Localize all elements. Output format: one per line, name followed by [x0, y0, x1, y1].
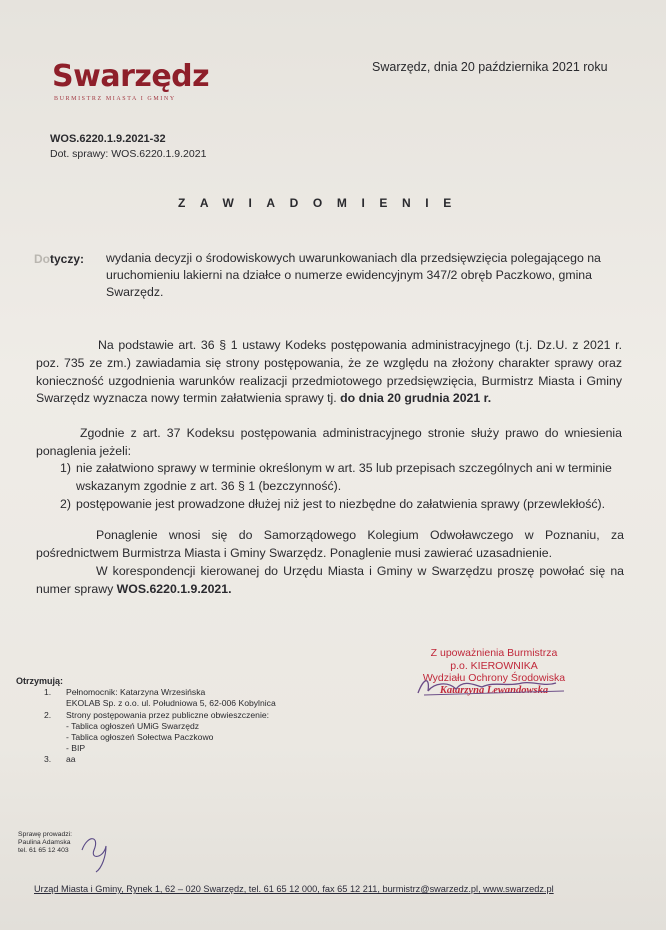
list-item-number: 1): [60, 461, 71, 475]
subject-label-text: tyczy:: [50, 252, 85, 266]
recipient-line: Strony postępowania przez publiczne obwieszczenie:: [66, 709, 270, 720]
recipient-item: [16, 687, 276, 709]
paragraph-correspondence-text: W korespondencji kierowanej do Urzędu Miasta i Gminy w Swarzędzu proszę powołać się na numer sprawy: [36, 564, 624, 596]
subject-label: [34, 252, 84, 266]
recipients-block: [16, 676, 276, 766]
paragraph-legal-basis: [36, 337, 622, 408]
prepared-by-label: Sprawę prowadzi:: [18, 831, 73, 838]
paragraph-appeal-body-text: Ponaglenie wnosi się do Samorządowego Kolegium Odwoławczego w Poznaniu, za pośrednictwem Burmistrza Miasta i Gminy Swarzędz. Ponaglenie musi zawierać uzasadnienie.: [36, 528, 624, 560]
reference-number: WOS.6220.1.9.2021-32: [50, 133, 166, 145]
list-item: [36, 460, 624, 496]
recipient-line: EKOLAB Sp. z o.o. ul. Południowa 5, 62-006 Kobylnica: [66, 698, 276, 709]
paragraph-legal-basis-text: Na podstawie art. 36 § 1 ustawy Kodeks postępowania administracyjnego (t.j. Dz.U. z 2021 r. poz. 735 ze zm.) zawiadamia się strony postępowania, że ze względu na złożony charakter sprawy oraz konieczność uzgodnienia warunków realizacji przedmiotowego przedsięwzięcia, Burmistrz Miasta i Gminy Swarzędz wyznacza nowy termin załatwienia sprawy tj.: [36, 338, 622, 406]
initials-signature: [76, 828, 112, 874]
list-item-text: nie załatwiono sprawy w terminie określonym w art. 35 lub przepisach szczególnych ani w terminie wskazanym zgodnie z art. 36 § 1 (bezczynność).: [76, 461, 612, 493]
recipient-line: Pełnomocnik: Katarzyna Wrzesińska: [66, 687, 206, 698]
recipients-heading: Otrzymują:: [16, 676, 64, 686]
stamp-line-department: Wydziału Ochrony Środowiska: [422, 672, 566, 684]
prepared-by-phone: tel. 61 65 12 403: [18, 847, 69, 855]
subject-text: wydania decyzji o środowiskowych uwarunkowaniach dla przedsięwzięcia polegającego na uruchomieniu lakierni na działce o numerze ewidencyjnym 347/2 obręb Paczkowo, gmina Swarzędz.: [106, 251, 601, 299]
letter-date: Swarzędz, dnia 20 października 2021 roku: [372, 60, 608, 74]
recipient-line: aa: [66, 754, 76, 765]
recipient-line: - BIP: [66, 743, 86, 754]
paragraph-reminder-right: [36, 425, 622, 461]
stamp-signatory-name: Katarzyna Lewandowska: [439, 684, 549, 696]
conditions-list: [36, 460, 624, 513]
recipient-number: 1.: [44, 687, 52, 698]
prepared-by-name: Paulina Adamska: [18, 839, 71, 847]
list-item-text: postępowanie jest prowadzone dłużej niż jest to niezbędne do załatwienia sprawy (przewlekłość).: [76, 496, 606, 511]
stamp-line-position: p.o. KIEROWNIKA: [450, 659, 538, 672]
handwritten-signature: [404, 671, 584, 701]
recipient-number: 2.: [44, 709, 52, 720]
list-item: [36, 496, 624, 514]
subject-label-faded: Do: [34, 252, 50, 266]
recipient-item: [16, 754, 276, 765]
office-footer: Urząd Miasta i Gminy, Rynek 1, 62 – 020 Swarzędz, tel. 61 65 12 000, fax 65 12 211, burmistrz@swarzedz.pl, www.swarzedz.pl: [34, 884, 554, 894]
recipient-line: - Tablica ogłoszeń Sołectwa Paczkowo: [66, 732, 214, 743]
municipal-logo: [52, 59, 210, 102]
document-title: ZAWIADOMIENIE: [178, 196, 466, 210]
new-deadline: do dnia 20 grudnia 2021 r.: [340, 391, 492, 406]
case-number-bold: WOS.6220.1.9.2021.: [116, 581, 232, 596]
paragraph-reminder-right-text: Zgodnie z art. 37 Kodeksu postępowania administracyjnego stronie służy prawo do wniesienia ponaglenia jeżeli:: [36, 426, 622, 458]
logo-subtitle: BURMISTRZ MIASTA I GMINY: [54, 96, 176, 102]
list-item-number: 2): [60, 496, 71, 511]
recipient-number: 3.: [44, 754, 52, 765]
paragraph-appeal-body: [36, 527, 624, 563]
stamp-line-authority: Z upoważnienia Burmistrza: [430, 647, 558, 659]
recipient-line: - Tablica ogłoszeń UMiG Swarzędz: [66, 720, 200, 731]
paragraph-correspondence: [36, 563, 624, 599]
logo-wordmark: Swarzędz: [52, 59, 210, 94]
prepared-by-block: [18, 831, 72, 856]
recipient-item: [16, 710, 276, 755]
case-reference: Dot. sprawy: WOS.6220.1.9.2021: [50, 148, 207, 160]
